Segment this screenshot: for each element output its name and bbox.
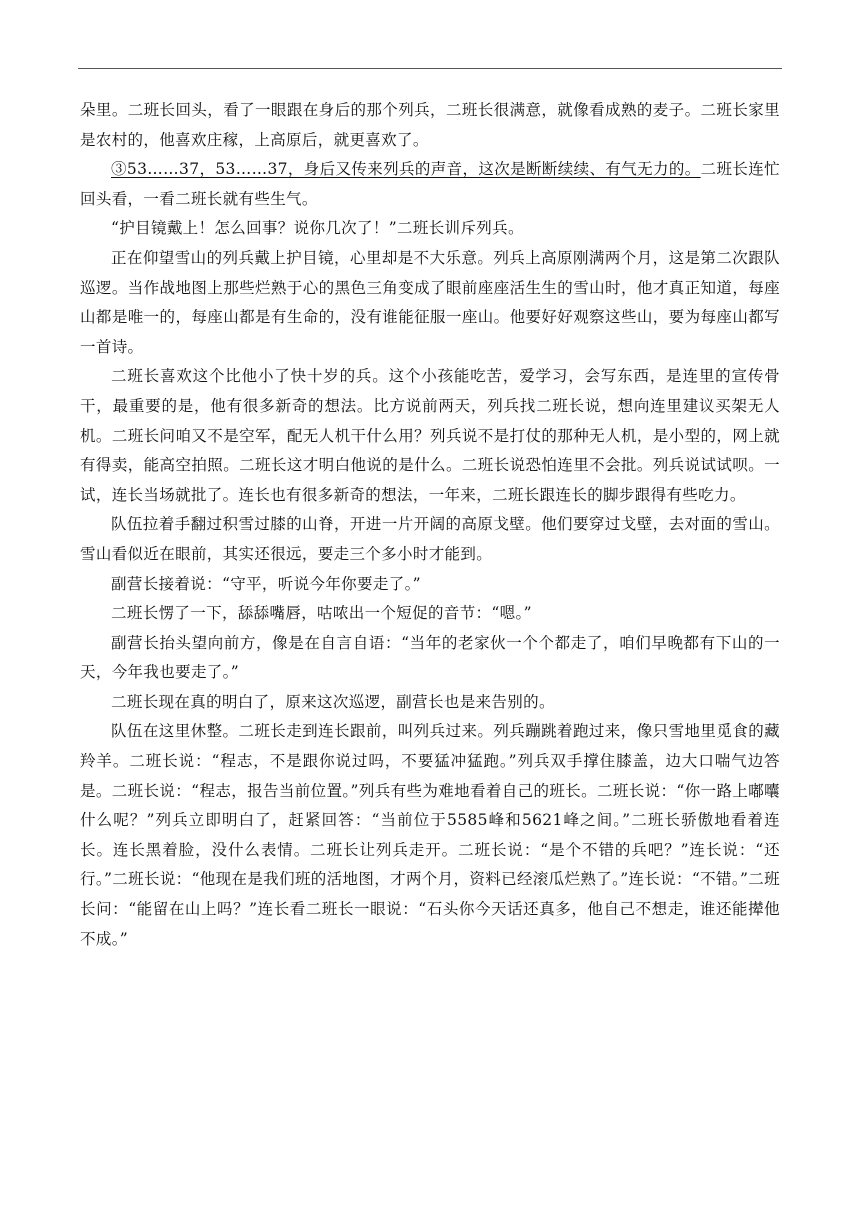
- paragraph-10: 二班长现在真的明白了，原来这次巡逻，副营长也是来告别的。: [111, 692, 555, 711]
- paragraph-marked-3: [80, 155, 780, 214]
- paragraph-6: 队伍拉着手翻过积雪过膝的山脊，开进一片开阔的高原戈壁。他们要穿过戈壁，去对面的雪山。雪山看似近在眼前，其实还很远，要走三个多小时才能到。: [80, 515, 780, 563]
- paragraph-11: 队伍在这里休整。二班长走到连长跟前，叫列兵过来。列兵蹦跳着跑过来，像只雪地里觅食的藏羚羊。二班长说：“程志，不是跟你说过吗，不要猛冲猛跑。”列兵双手撑住膝盖，边大口喘气边答是。二班长说：“程志，报告当前位置。”列兵有些为难地看着自己的班长。二班长说：“你一路上嘟囔什么呢？”列兵立即明白了，赶紧回答：“当前位于5585峰和5621峰之间。”二班长骄傲地看着连长。连长黑着脸，没什么表情。二班长让列兵走开。二班长说：“是个不错的兵吧？”连长说：“还行。”二班长说：“他现在是我们班的活地图，才两个月，资料已经滚瓜烂熟了。”连长说：“不错。”二班长问：“能留在山上吗？”连长看二班长一眼说：“石头你今天话还真多，他自己不想走，谁还能撵他不成。”: [80, 722, 780, 948]
- paragraph-3: “护目镜戴上！怎么回事？说你几次了！”二班长训斥列兵。: [111, 219, 524, 238]
- paragraph-1: 朵里。二班长回头，看了一眼跟在身后的那个列兵，二班长很满意，就像看成熟的麦子。二班长家里是农村的，他喜欢庄稼，上高原后，就更喜欢了。: [80, 101, 780, 149]
- article-body: [80, 96, 780, 954]
- paragraph-9: 副营长抬头望向前方，像是在自言自语：“当年的老家伙一个个都走了，咱们早晚都有下山的一天，今年我也要走了。”: [80, 633, 780, 682]
- paragraph-8: 二班长愣了一下，舔舔嘴唇，咕哝出一个短促的音节：“嗯。”: [111, 604, 532, 623]
- paragraph-continuation: 二班长连忙回头看，一看二班长就有些生气。: [80, 160, 780, 208]
- underlined-sentence: ③53……37，53……37，身后又传来列兵的声音，这次是断断续续、有气无力的。: [111, 160, 701, 179]
- paragraph-4: 正在仰望雪山的列兵戴上护目镜，心里却是不大乐意。列兵上高原刚满两个月，这是第二次跟队巡逻。当作战地图上那些烂熟于心的黑色三角变成了眼前座座活生生的雪山时，他才真正知道，每座山都是唯一的，每座山都是有生命的，没有谁能征服一座山。他要好好观察这些山，要为每座山都写一首诗。: [80, 248, 780, 356]
- header-rule: [78, 68, 782, 69]
- paragraph-5: 二班长喜欢这个比他小了快十岁的兵。这个小孩能吃苦，爱学习，会写东西，是连里的宣传骨干，最重要的是，他有很多新奇的想法。比方说前两天，列兵找二班长说，想向连里建议买架无人机。二班长问咱又不是空军，配无人机干什么用？列兵说不是打仗的那种无人机，是小型的，网上就有得卖，能高空拍照。二班长这才明白他说的是什么。二班长说恐怕连里不会批。列兵说试试呗。一试，连长当场就批了。连长也有很多新奇的想法，一年来，二班长跟连长的脚步跟得有些吃力。: [80, 367, 780, 504]
- paragraph-7: 副营长接着说：“守平，听说今年你要走了。”: [111, 574, 421, 593]
